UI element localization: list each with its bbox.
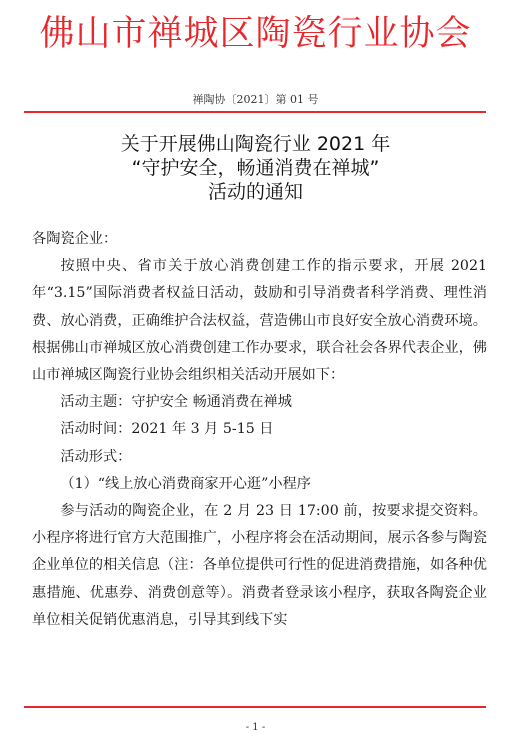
activity-format: 活动形式： [60,448,132,465]
activity-time: 活动时间：2021 年 3 月 5-15 日 [60,421,274,438]
header-divider [24,111,486,113]
salutation: 各陶瓷企业： [32,231,118,247]
document-number: 禅陶协〔2021〕第 01 号 [192,93,319,106]
paragraph-intro: 按照中央、省市关于放心消费创建工作的指示要求，开展 2021 年“3.15”国际消费者权益日活动，鼓励和引导消费者科学消费、理性消费、放心消费，正确维护合法权益，营造佛山市良好安全放心消费环境。根据佛山市禅城区放心消费创建工作办要求，联合社会各界代表企业，佛山市禅城区陶瓷行业协会组织相关活动开展如下： [32,258,487,384]
title-line-3: 活动的通知 [207,181,303,203]
format-item-1: （1）“线上放心消费商家开心逛”小程序 [60,475,311,492]
activity-theme: 活动主题：守护安全 畅通消费在禅城 [60,394,292,411]
document-body [32,226,487,634]
paragraph-mini-program: 参与活动的陶瓷企业，在 2 月 23 日 17:00 前，按要求提交资料。小程序将进行官方大范围推广，小程序将会在活动期间，展示各参与陶瓷企业单位的相关信息（注：各单位提供可行性的促进消费措施，如各种优惠措施、优惠券、消费创意等）。消费者登录该小程序，获取各陶瓷企业单位相关促销优惠消息，引导其到线下实 [32,503,487,628]
title-line-2: “守护安全，畅通消费在禅城” [131,157,380,179]
organization-header: 佛山市禅城区陶瓷行业协会 [39,14,472,54]
page-number: - 1 - [245,722,266,733]
title-line-1: 关于开展佛山陶瓷行业 2021 年 [120,133,391,155]
footer-divider [24,706,486,708]
